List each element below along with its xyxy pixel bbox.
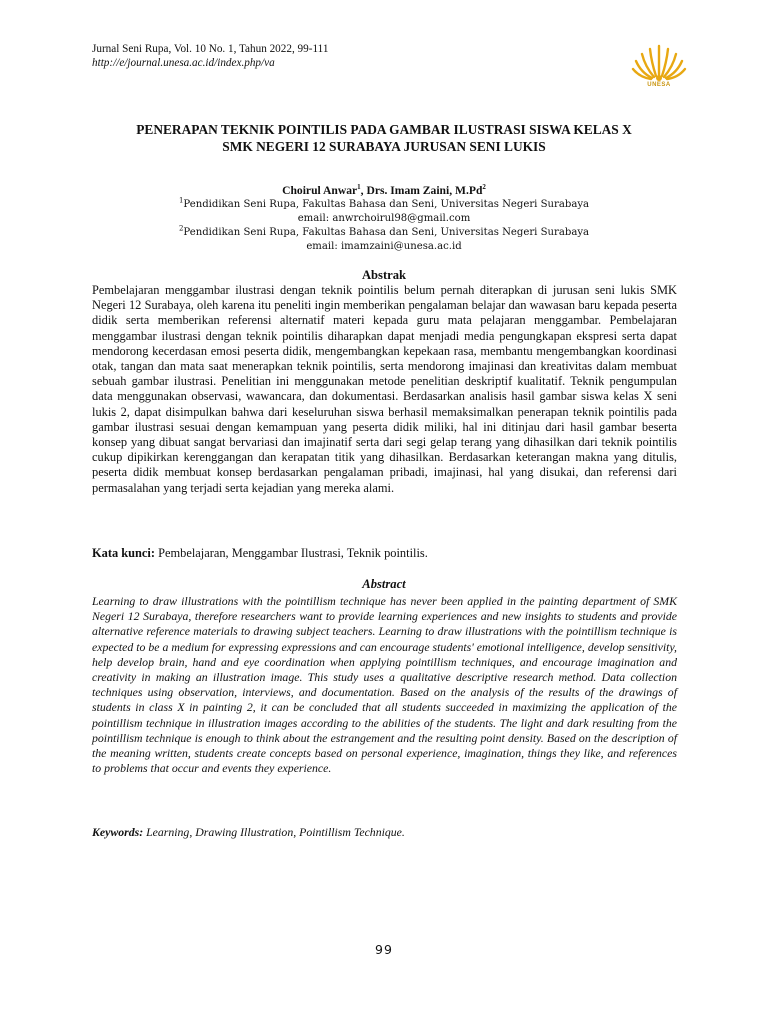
affiliation-2	[80, 226, 688, 253]
author-2-sup: 2	[482, 183, 486, 192]
page-number: 99	[375, 942, 393, 957]
keywords	[92, 825, 677, 840]
unesa-logo-icon	[630, 40, 688, 94]
email-1[interactable]: email: anwrchoirul98@gmail.com	[297, 212, 471, 224]
affiliation-1	[80, 198, 688, 225]
journal-citation: Jurnal Seni Rupa, Vol. 10 No. 1, Tahun 2022, 99-111	[92, 43, 329, 55]
author-separator: ,	[360, 184, 367, 197]
paper-title	[80, 121, 688, 155]
affiliation-2-text: Pendidikan Seni Rupa, Fakultas Bahasa dan Seni, Universitas Negeri Surabaya	[183, 227, 590, 238]
kata-kunci-values: Pembelajaran, Menggambar Ilustrasi, Teknik pointilis.	[155, 546, 428, 560]
author-list	[80, 184, 688, 197]
affiliation-1-text: Pendidikan Seni Rupa, Fakultas Bahasa dan Seni, Universitas Negeri Surabaya	[183, 199, 590, 210]
affiliation-2-sup: 2	[178, 224, 184, 233]
author-1-sup: 1	[357, 183, 361, 192]
abstract-heading: Abstract	[362, 577, 406, 591]
abstrak-heading: Abstrak	[361, 268, 407, 282]
keywords-label: Keywords:	[92, 825, 144, 839]
title-line-2: SMK NEGERI 12 SURABAYA JURUSAN SENI LUKIS	[222, 139, 546, 154]
kata-kunci	[92, 546, 677, 561]
title-line-1: PENERAPAN TEKNIK POINTILIS PADA GAMBAR ILUSTRASI SISWA KELAS X	[136, 122, 632, 137]
logo-label: UNESA	[647, 82, 671, 88]
journal-header	[92, 42, 328, 70]
abstrak-body: Pembelajaran menggambar ilustrasi dengan teknik pointilis belum pernah diterapkan di jurusan seni lukis SMK Negeri 12 Surabaya, oleh karena itu peneliti ingin memberikan pengalaman belajar dan wawasan baru kepada peserta didik serta memberikan referensi alternatif materi kepada guru mata pelajaran menggambar. Pembelajaran menggambar ilustrasi dengan teknik pointilis diharapkan dapat menjadi media pengungkapan ekspresi serta dapat mendorong kecerdasan emosi peserta didik, mengembangkan kepekaan rasa, membantu mengembangkan koordinasi otak, tangan dan mata saat menerapkan teknik pointilis, serta mendorong imajinasi dan kreativitas dalam membuat sebuah gambar ilustrasi. Penelitian ini menggunakan metode penelitian deskriptif kualitatif. Teknik pengumpulan data menggunakan observasi, wawancara, dan dokumentasi. Berdasarkan analisis hasil gambar siswa kelas X seni lukis 2, dapat disimpulkan bahwa dari keseluruhan siswa berhasil memaksimalkan penerapan teknik pointilis pada gambar ilustrasi sesuai dengan kemampuan yang peserta didik miliki, hal ini ditinjau dari hasil gambar beserta konsep yang dibuat sangat bervariasi dan imajinatif serta dari segi gelap terang yang dihasilkan dari teknik pointilis cukup dipikirkan kerenggangan dan kerapatan titik yang dihasilkan. Berdasarkan keterangan makna yang ditulis, peserta didik membuat konsep berdasarkan pengalaman pribadi, imajinasi, hal yang disukai, dan referensi dari permasalahan yang terjadi serta kejadian yang mereka alami.	[92, 283, 677, 495]
email-2[interactable]: email: imamzaini@unesa.ac.id	[306, 240, 462, 252]
affiliation-1-sup: 1	[178, 196, 184, 205]
journal-url[interactable]: http://e/journal.unesa.ac.id/index.php/va	[92, 57, 275, 69]
keywords-values: Learning, Drawing Illustration, Pointillism Technique.	[143, 825, 405, 839]
kata-kunci-label: Kata kunci:	[92, 546, 155, 560]
author-2: Drs. Imam Zaini, M.Pd	[366, 184, 483, 197]
abstract-body: Learning to draw illustrations with the pointillism technique has never been applied in the painting department of SMK Negeri 12 Surabaya, therefore researchers want to provide learning experiences and new insights to students and provide alternative reference materials to drawing subject teachers. Learning to draw illustrations with the pointillism technique is expected to be a medium for expressing expressions and can encourage students' emotional intelligence, develop sensitivity, help develop brain, hand and eye coordination when applying pointillism techniques, and encourage imagination and creativity in making an illustration image. This study uses a qualitative descriptive research method. Data collection techniques using observation, interviews, and documentation. Based on the analysis of the results of the drawings of students in class X in painting 2, it can be concluded that all students succeeded in maximizing the application of the pointillism technique in illustration images according to the abilities of the students. The light and dark resulting from the pointillism technique is enough to think about the estrangement and the resulting point density. Based on the description of the meaning written, students create concepts based on personal experience, imagination, things they like, and references to problems that occur and events they experience.	[92, 594, 677, 776]
author-1: Choirul Anwar	[282, 184, 358, 197]
